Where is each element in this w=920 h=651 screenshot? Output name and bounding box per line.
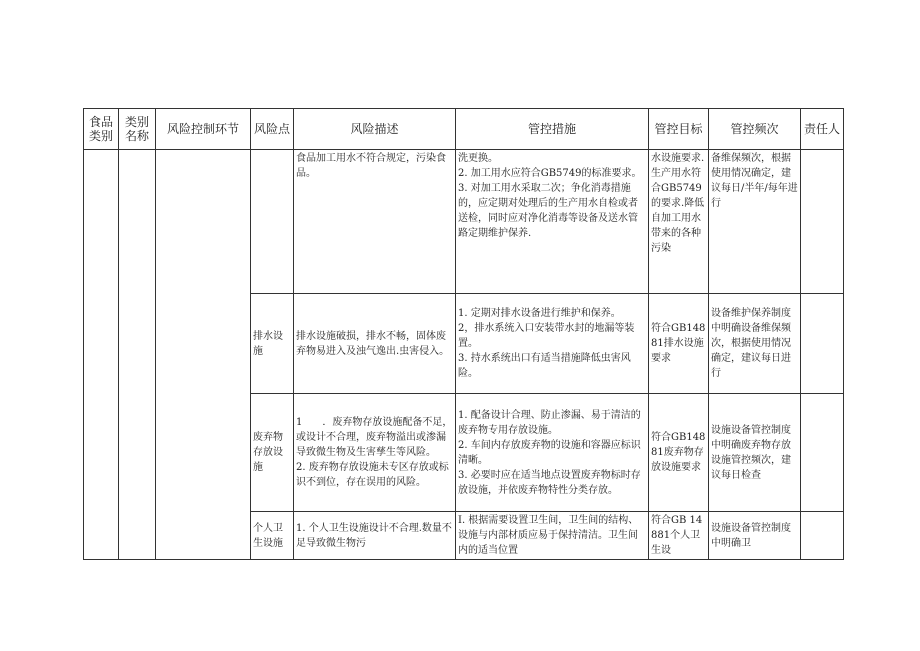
header-control-target: 管控目标 bbox=[649, 109, 709, 150]
description-line: 排水设施破损，排水不畅，固体废弃物易进入及浊气逸出.虫害侵入。 bbox=[296, 330, 450, 357]
measure-line: 1. 定期对排水设备进行维护和保养。 bbox=[458, 308, 621, 319]
header-food-category: 食品类别 bbox=[84, 109, 119, 150]
cell-control-measures bbox=[456, 294, 649, 394]
description-line: 1 ．废弃物存放设施配备不足，或设计不合理，废弃物溢出或渗漏导致微生物及生害孳生等风险。 bbox=[296, 417, 453, 458]
header-category-name: 类别名称 bbox=[119, 109, 156, 150]
description-line: 1. 个人卫生设施设计不合理.数量不足导致微生物污 bbox=[296, 522, 452, 549]
cell-control-frequency: 设施设备管控制度中明确卫 bbox=[709, 512, 801, 560]
header-risk-point: 风险点 bbox=[251, 109, 294, 150]
header-control-measures: 管控措施 bbox=[456, 109, 649, 150]
risk-control-table bbox=[83, 108, 844, 560]
measure-line: 3. 对加工用水采取二次；争化消毒措施的，应定期对处理后的生产用水自检或者送检，同时应对净化消毒等设备及送水管路定期维护保养. bbox=[458, 183, 638, 239]
cell-risk-point bbox=[251, 150, 294, 294]
table-row bbox=[84, 150, 844, 294]
measure-line: 1. 配备设计合理、防止渗漏、易于清洁的废弃物专用存放设施。 bbox=[458, 409, 641, 436]
cell-control-measures bbox=[456, 394, 649, 512]
cell-risk-control-stage bbox=[156, 150, 251, 560]
cell-risk-description bbox=[294, 394, 456, 512]
description-line: 食品加工用水不符合规定，污染食品。 bbox=[296, 153, 446, 179]
cell-control-measures bbox=[456, 512, 649, 560]
cell-control-measures bbox=[456, 150, 649, 294]
cell-control-target: 符合GB14881废弃物存放设施要求 bbox=[649, 394, 709, 512]
header-risk-description: 风险描述 bbox=[294, 109, 456, 150]
header-risk-control-stage: 风险控制环节 bbox=[156, 109, 251, 150]
header-row bbox=[84, 109, 844, 150]
cell-control-target: 符合GB 14881个人卫生设 bbox=[649, 512, 709, 560]
cell-control-frequency: 备维保频次，根据使用情况确定，建议每日/半年/每年进行 bbox=[709, 150, 801, 294]
cell-control-target: 水设施要求.生产用水符合GB5749的要求.降低自加工用水带来的各种污染 bbox=[649, 150, 709, 294]
cell-food-category bbox=[84, 150, 119, 560]
cell-control-frequency: 设施设备管控制度中明确废弃物存放设施管控频次，建议每日检查 bbox=[709, 394, 801, 512]
cell-control-frequency: 设备维护保养制度中明确设备维保频次，根据使用情况确定，建议每日进行 bbox=[709, 294, 801, 394]
cell-category-name bbox=[119, 150, 156, 560]
description-line: 2. 废弃物存放设施未专区存放或标识不到位，存在误用的风险。 bbox=[296, 462, 449, 488]
measure-line: 3. 必要时应在适当地点设置废弃物标时存放设施，并依废弃物特性分类存放。 bbox=[458, 469, 641, 496]
cell-responsible-person bbox=[801, 294, 844, 394]
header-responsible-person: 责任人 bbox=[801, 109, 844, 150]
cell-responsible-person bbox=[801, 512, 844, 560]
measure-line: I. 根据需要设置卫生间，卫生间的结构、设施与内部材质应易于保持清洁。卫生间内的适当位置 bbox=[458, 515, 639, 556]
cell-risk-point: 排水设施 bbox=[251, 294, 294, 394]
cell-risk-point: 废弃物存放设施 bbox=[251, 394, 294, 512]
cell-responsible-person bbox=[801, 394, 844, 512]
cell-control-target: 符合GB14881排水设施要求 bbox=[649, 294, 709, 394]
measure-line: 3. 持水系统出口有适当措施降低虫害风险。 bbox=[458, 353, 631, 379]
cell-responsible-person bbox=[801, 150, 844, 294]
cell-risk-description bbox=[294, 150, 456, 294]
measure-line: 2，排水系统入口安装带水封的地漏等装置。 bbox=[458, 323, 635, 349]
header-control-frequency: 管控频次 bbox=[709, 109, 801, 150]
measure-line: 洗更换。 bbox=[458, 153, 498, 164]
measure-line: 2. 加工用水应符合GB5749的标准要求。 bbox=[458, 168, 642, 179]
cell-risk-description bbox=[294, 512, 456, 560]
cell-risk-point: 个人卫生设施 bbox=[251, 512, 294, 560]
measure-line: 2. 车间内存放废弃物的设施和容器应标识清晰。 bbox=[458, 439, 641, 466]
cell-risk-description bbox=[294, 294, 456, 394]
